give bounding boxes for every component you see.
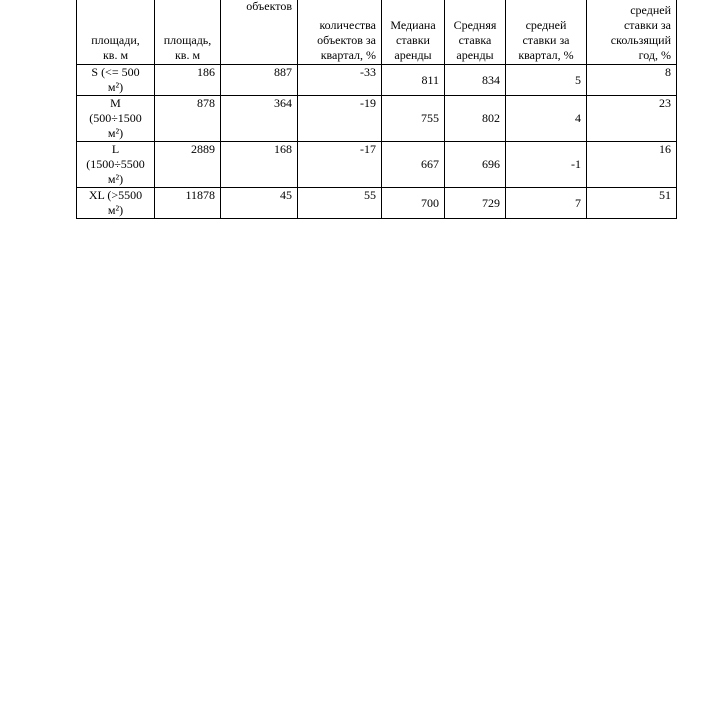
cell-count-change: 55: [298, 188, 382, 219]
header-avg-rate: Средняя ставка аренды: [445, 0, 506, 65]
cell-median: 700: [382, 188, 445, 219]
cell-median: 667: [382, 142, 445, 188]
cell-avg-area: 11878: [155, 188, 221, 219]
cell-avg-rate: 696: [445, 142, 506, 188]
header-area-size: площади, кв. м: [77, 0, 155, 65]
header-count: объектов: [221, 0, 298, 65]
cell-median: 811: [382, 65, 445, 96]
cell-year-change: 51: [587, 188, 677, 219]
cell-count-change: -33: [298, 65, 382, 96]
table-row: [77, 65, 677, 96]
table-row: [77, 188, 677, 219]
cell-quarter-change: -1: [506, 142, 587, 188]
cell-median: 755: [382, 96, 445, 142]
cell-avg-rate: 834: [445, 65, 506, 96]
row-category: M (500÷1500 м²): [77, 96, 155, 142]
table-row: [77, 142, 677, 188]
header-avg-area: площадь, кв. м: [155, 0, 221, 65]
cell-avg-area: 878: [155, 96, 221, 142]
table-row: [77, 96, 677, 142]
cell-avg-area: 186: [155, 65, 221, 96]
cell-count-change: -19: [298, 96, 382, 142]
row-category: XL (>5500 м²): [77, 188, 155, 219]
rental-rates-table: [76, 0, 677, 219]
cell-year-change: 8: [587, 65, 677, 96]
cell-quarter-change: 7: [506, 188, 587, 219]
cell-count-change: -17: [298, 142, 382, 188]
header-count-change: количества объектов за квартал, %: [298, 0, 382, 65]
cell-avg-rate: 729: [445, 188, 506, 219]
row-category: S (<= 500 м²): [77, 65, 155, 96]
table-header-row: [77, 0, 677, 65]
header-median-rate: Медиана ставки аренды: [382, 0, 445, 65]
cell-year-change: 16: [587, 142, 677, 188]
cell-avg-area: 2889: [155, 142, 221, 188]
cell-count: 887: [221, 65, 298, 96]
row-category: L (1500÷5500 м²): [77, 142, 155, 188]
cell-year-change: 23: [587, 96, 677, 142]
cell-count: 45: [221, 188, 298, 219]
cell-avg-rate: 802: [445, 96, 506, 142]
header-quarter-change: средней ставки за квартал, %: [506, 0, 587, 65]
cell-count: 364: [221, 96, 298, 142]
cell-quarter-change: 5: [506, 65, 587, 96]
cell-quarter-change: 4: [506, 96, 587, 142]
header-year-change: средней ставки за скользящий год, %: [587, 0, 677, 65]
cell-count: 168: [221, 142, 298, 188]
